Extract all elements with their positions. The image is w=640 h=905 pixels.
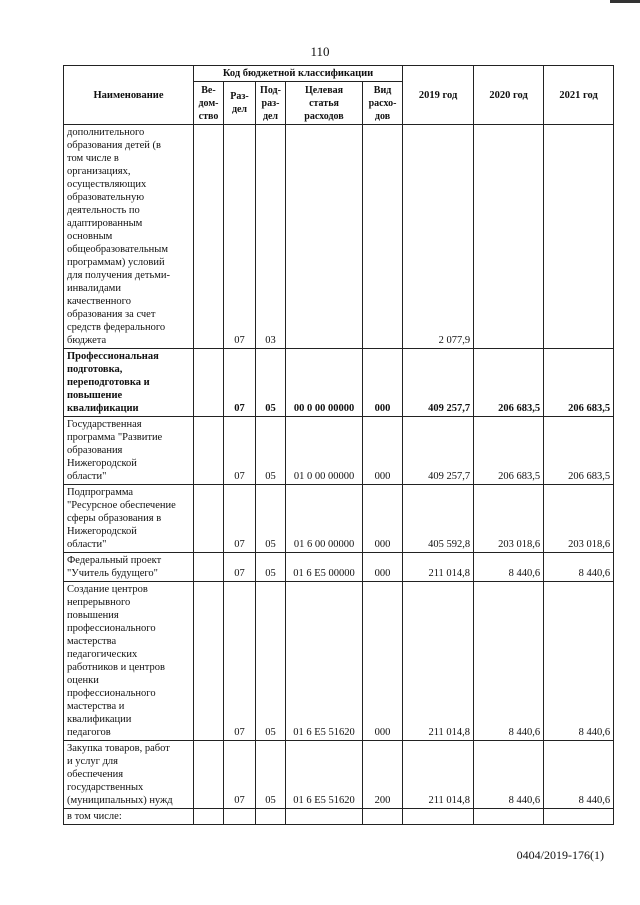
cell-vid-rashodov: 000 bbox=[363, 582, 403, 741]
cell-2020: 203 018,6 bbox=[474, 485, 544, 553]
table-row bbox=[64, 349, 614, 417]
table-row bbox=[64, 553, 614, 582]
table-row bbox=[64, 417, 614, 485]
document-code: 0404/2019-176(1) bbox=[516, 848, 604, 862]
cell-razdel: 07 bbox=[224, 741, 256, 809]
cell-2021 bbox=[544, 125, 614, 349]
cell-2019: 2 077,9 bbox=[403, 125, 474, 349]
cell-vedomstvo bbox=[194, 349, 224, 417]
cell-vedomstvo bbox=[194, 809, 224, 825]
header-name: Наименование bbox=[64, 66, 194, 125]
cell-2021 bbox=[544, 809, 614, 825]
cell-celevaya-statya bbox=[286, 809, 363, 825]
cell-vid-rashodov: 000 bbox=[363, 485, 403, 553]
page-number: 110 bbox=[310, 44, 330, 59]
budget-table bbox=[63, 65, 614, 825]
cell-celevaya-statya: 01 6 E5 51620 bbox=[286, 741, 363, 809]
table-row bbox=[64, 485, 614, 553]
cell-vid-rashodov: 000 bbox=[363, 553, 403, 582]
cell-2020 bbox=[474, 125, 544, 349]
cell-celevaya-statya bbox=[286, 125, 363, 349]
cell-2021: 206 683,5 bbox=[544, 417, 614, 485]
cell-2020: 8 440,6 bbox=[474, 553, 544, 582]
cell-celevaya-statya: 01 6 00 00000 bbox=[286, 485, 363, 553]
row-name: Профессиональная подготовка, переподготовка и повышение квалификации bbox=[64, 349, 194, 417]
header-podrazdel: Под- раз- дел bbox=[256, 82, 286, 125]
cell-vid-rashodov bbox=[363, 809, 403, 825]
cell-2020: 8 440,6 bbox=[474, 582, 544, 741]
header-celevaya-statya: Целевая статья расходов bbox=[286, 82, 363, 125]
cell-2020: 206 683,5 bbox=[474, 349, 544, 417]
row-name: в том числе: bbox=[64, 809, 194, 825]
header-vid-rashodov: Вид расхо- дов bbox=[363, 82, 403, 125]
cell-celevaya-statya: 00 0 00 00000 bbox=[286, 349, 363, 417]
header-2019: 2019 год bbox=[403, 66, 474, 125]
header-budget-code-group: Код бюджетной классификации bbox=[194, 66, 403, 82]
cell-2021: 8 440,6 bbox=[544, 741, 614, 809]
row-name: Федеральный проект "Учитель будущего" bbox=[64, 553, 194, 582]
cell-razdel: 07 bbox=[224, 582, 256, 741]
cell-podrazdel: 05 bbox=[256, 553, 286, 582]
cell-2019: 409 257,7 bbox=[403, 417, 474, 485]
table-body bbox=[64, 125, 614, 825]
cell-2019 bbox=[403, 809, 474, 825]
cell-vedomstvo bbox=[194, 417, 224, 485]
cell-podrazdel: 05 bbox=[256, 417, 286, 485]
cell-2020: 206 683,5 bbox=[474, 417, 544, 485]
header-vedomstvo: Ве- дом- ство bbox=[194, 82, 224, 125]
cell-2019: 211 014,8 bbox=[403, 582, 474, 741]
cell-2021: 8 440,6 bbox=[544, 553, 614, 582]
row-name: дополнительного образования детей (в том числе в организациях, осуществляющих образовательную деятельность по адаптированным основным общеобразовательным программам) условий для получения детьми- инвалидами качественного образования за счет средств федерального бюджета bbox=[64, 125, 194, 349]
header-2020: 2020 год bbox=[474, 66, 544, 125]
cell-vid-rashodov: 200 bbox=[363, 741, 403, 809]
cell-2019: 211 014,8 bbox=[403, 741, 474, 809]
cell-2021: 203 018,6 bbox=[544, 485, 614, 553]
table-row bbox=[64, 125, 614, 349]
cell-2021: 206 683,5 bbox=[544, 349, 614, 417]
cell-vedomstvo bbox=[194, 582, 224, 741]
cell-celevaya-statya: 01 0 00 00000 bbox=[286, 417, 363, 485]
row-name: Государственная программа "Развитие образования Нижегородской области" bbox=[64, 417, 194, 485]
cell-vedomstvo bbox=[194, 125, 224, 349]
cell-vid-rashodov: 000 bbox=[363, 349, 403, 417]
header-razdel: Раз- дел bbox=[224, 82, 256, 125]
row-name: Подпрограмма "Ресурсное обеспечение сферы образования в Нижегородской области" bbox=[64, 485, 194, 553]
cell-podrazdel: 05 bbox=[256, 349, 286, 417]
cell-vedomstvo bbox=[194, 741, 224, 809]
scan-edge-mark bbox=[610, 0, 640, 3]
table-row bbox=[64, 582, 614, 741]
cell-2020: 8 440,6 bbox=[474, 741, 544, 809]
cell-vedomstvo bbox=[194, 553, 224, 582]
cell-celevaya-statya: 01 6 E5 51620 bbox=[286, 582, 363, 741]
cell-razdel: 07 bbox=[224, 417, 256, 485]
cell-vedomstvo bbox=[194, 485, 224, 553]
cell-podrazdel: 05 bbox=[256, 741, 286, 809]
cell-vid-rashodov: 000 bbox=[363, 417, 403, 485]
header-2021: 2021 год bbox=[544, 66, 614, 125]
cell-2019: 405 592,8 bbox=[403, 485, 474, 553]
cell-podrazdel bbox=[256, 809, 286, 825]
cell-razdel: 07 bbox=[224, 125, 256, 349]
cell-celevaya-statya: 01 6 E5 00000 bbox=[286, 553, 363, 582]
cell-podrazdel: 03 bbox=[256, 125, 286, 349]
table-row bbox=[64, 741, 614, 809]
table-row bbox=[64, 809, 614, 825]
row-name: Создание центров непрерывного повышения профессионального мастерства педагогических работников и центров оценки профессионального мастерства и квалификации педагогов bbox=[64, 582, 194, 741]
cell-2019: 409 257,7 bbox=[403, 349, 474, 417]
cell-2020 bbox=[474, 809, 544, 825]
row-name: Закупка товаров, работ и услуг для обеспечения государственных (муниципальных) нужд bbox=[64, 741, 194, 809]
cell-2019: 211 014,8 bbox=[403, 553, 474, 582]
cell-razdel: 07 bbox=[224, 485, 256, 553]
cell-2021: 8 440,6 bbox=[544, 582, 614, 741]
cell-razdel: 07 bbox=[224, 349, 256, 417]
cell-podrazdel: 05 bbox=[256, 582, 286, 741]
cell-razdel bbox=[224, 809, 256, 825]
cell-razdel: 07 bbox=[224, 553, 256, 582]
cell-podrazdel: 05 bbox=[256, 485, 286, 553]
cell-vid-rashodov bbox=[363, 125, 403, 349]
